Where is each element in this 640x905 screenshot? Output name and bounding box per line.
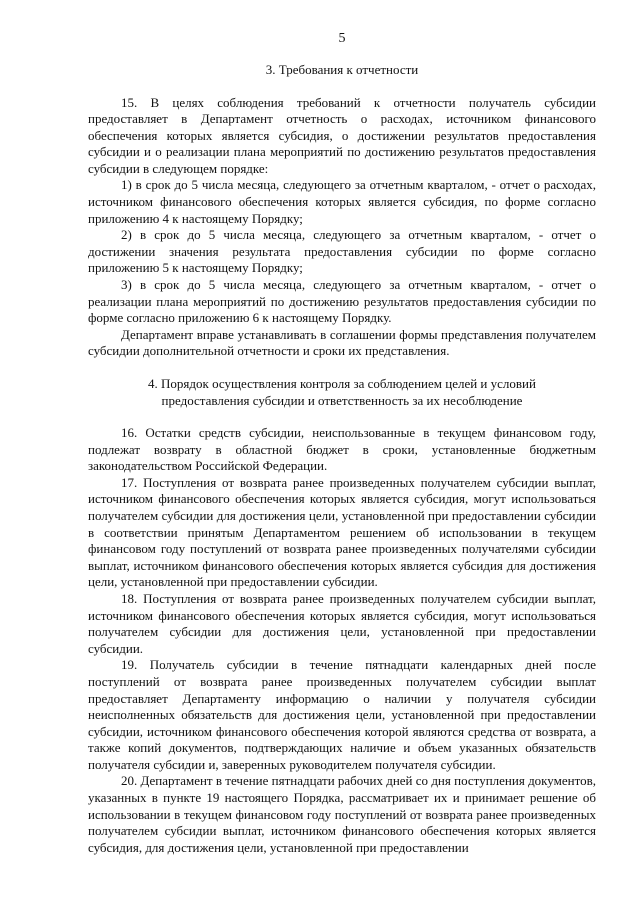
paragraph-19: 19. Получатель субсидии в течение пятнадцати календарных дней после поступлений от возврата ранее произведенных получателем субсидии выплат предоставляет Департаменту информацию о наличии у получателя субсидии неисполненных обязательств для достижения цели, установленной при предоставлении субсидии, источником финансового обеспечения которой являются средства от возврата, а также копий документов, подтверждающих наличие и объем указанных обязательств получателя субсидии и, заверенных руководителем получателя субсидии. <box>88 657 596 772</box>
paragraph-17: 17. Поступления от возврата ранее произведенных получателем субсидии выплат, источником финансового обеспечения которых является субсидия, могут использоваться получателем субсидии для достижения цели, установленной при предоставлении субсидии в соответствии принятым Департаментом решением об использовании в текущем финансовом году поступлений от возврата ранее произведенных получателями субсидии выплат, источником финансового обеспечения которых является субсидия для достижения цели, установленной при предоставлении субсидии. <box>88 474 596 590</box>
section-4-heading <box>88 376 596 409</box>
paragraph-15-item-1: 1) в срок до 5 числа месяца, следующего за отчетным кварталом, - отчет о расходах, источником финансового обеспечения которых является субсидия, по форме согласно приложению 4 к настоящему Порядку; <box>88 177 596 226</box>
paragraph-18: 18. Поступления от возврата ранее произведенных получателем субсидии выплат, источником финансового обеспечения которых является субсидия, могут использоваться получателем субсидии для достижения цели, установленной при предоставлении субсидии. <box>88 590 596 656</box>
paragraph-15: 15. В целях соблюдения требований к отчетности получатель субсидии предоставляет в Департамент отчетность о расходах, источником финансового обеспечения которых является субсидия, о достижении результатов предоставления субсидии и о реализации плана мероприятий по достижению результатов предоставления субсидии в следующем порядке: <box>88 94 596 176</box>
section-4-heading-line-2: предоставления субсидии и ответственность за их несоблюдение <box>161 392 523 408</box>
paragraph-15-item-3: 3) в срок до 5 числа месяца, следующего за отчетным кварталом, - отчет о реализации плана мероприятий по достижению результатов предоставления субсидии по форме согласно приложению 6 к настоящему Порядку. <box>88 277 596 326</box>
paragraph-15-department: Департамент вправе устанавливать в соглашении формы представления получателем субсидии дополнительной отчетности и сроки их представления. <box>88 326 596 359</box>
paragraph-15-item-2: 2) в срок до 5 числа месяца, следующего за отчетным кварталом, - отчет о достижении значения результата предоставления субсидии по форме согласно приложению 5 к настоящему Порядку; <box>88 227 596 276</box>
paragraph-20: 20. Департамент в течение пятнадцати рабочих дней со дня поступления документов, указанных в пункте 19 настоящего Порядка, рассматривает их и принимает решение об использовании в текущем финансовом году поступлений от возврата ранее произведенных получателем субсидии выплат, источником финансового обеспечения которых является субсидия, для достижения цели, установленной при предоставлении <box>88 773 596 855</box>
paragraph-16: 16. Остатки средств субсидии, неиспользованные в текущем финансовом году, подлежат возврату в областной бюджет в сроки, установленные бюджетным законодательством Российской Федерации. <box>88 425 596 474</box>
page-number: 5 <box>338 31 346 46</box>
section-3-heading: 3. Требования к отчетности <box>265 62 419 77</box>
section-4-heading-line-1: 4. Порядок осуществления контроля за соблюдением целей и условий <box>148 376 536 391</box>
